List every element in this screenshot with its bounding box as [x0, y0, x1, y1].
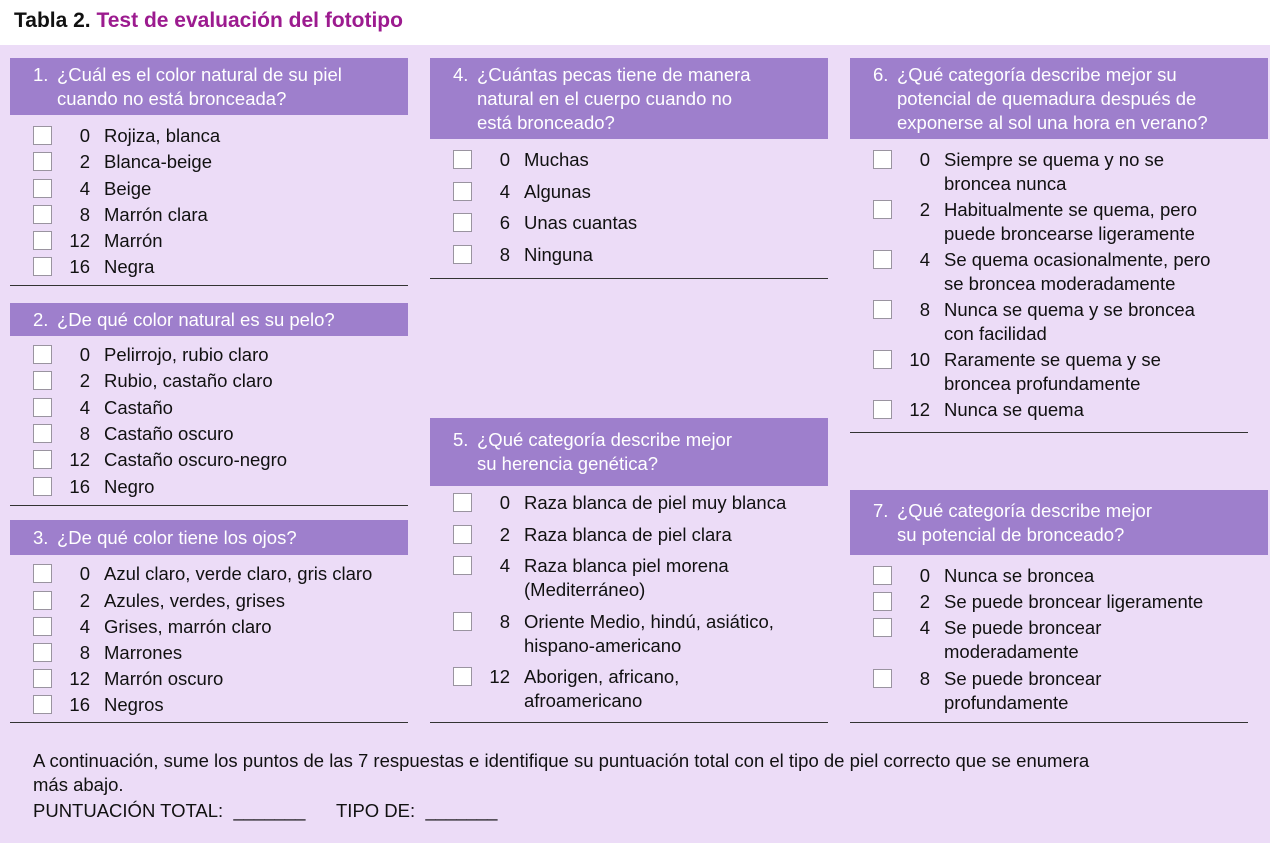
option-label-line: Marrón oscuro	[104, 668, 224, 689]
option-label-line: Raza blanca de piel clara	[524, 524, 732, 545]
footer-instructions-1: A continuación, sume los puntos de las 7 respuestas e identifique su puntuación total con el tipo de piel correcto que se enumera	[33, 750, 1090, 771]
option-label-line: afroamericano	[524, 690, 643, 711]
question-number: 4.	[453, 64, 469, 85]
option-points: 12	[69, 230, 90, 251]
option-label-line: Siempre se quema y no se	[944, 149, 1165, 170]
option-label-line: Raramente se quema y se	[944, 349, 1161, 370]
option-label-line: Oriente Medio, hindú, asiático,	[524, 611, 774, 632]
option-label-line: Nunca se quema	[944, 399, 1084, 420]
option-label-line: Blanca-beige	[104, 151, 212, 172]
question-title-line: natural en el cuerpo cuando no	[477, 87, 733, 109]
option-label	[524, 491, 786, 515]
option-item[interactable]	[10, 562, 408, 586]
option-points: 8	[919, 668, 930, 689]
option-item[interactable]	[430, 665, 828, 713]
option-label-line: Se quema ocasionalmente, pero	[944, 249, 1211, 270]
option-label	[944, 616, 1101, 664]
question-title-line: su potencial de bronceado?	[897, 523, 1125, 545]
option-label-line: profundamente	[944, 692, 1069, 713]
option-label-line: hispano-americano	[524, 635, 682, 656]
option-points: 8	[919, 299, 930, 320]
option-points: 8	[499, 611, 510, 632]
option-label-line: se broncea moderadamente	[944, 273, 1176, 294]
option-points: 8	[79, 423, 90, 444]
section-divider	[430, 722, 828, 723]
option-item[interactable]	[430, 523, 828, 547]
option-points: 0	[79, 563, 90, 584]
option-label-line: moderadamente	[944, 641, 1079, 662]
question-title-line: está bronceado?	[477, 111, 615, 133]
option-label-line: Ninguna	[524, 244, 593, 265]
option-points: 0	[499, 492, 510, 513]
option-label	[104, 589, 285, 613]
option-points: 2	[499, 524, 510, 545]
option-label	[944, 564, 1094, 588]
question-title-line: ¿Qué categoría describe mejor	[477, 429, 733, 450]
option-label-line: Se puede broncear	[944, 668, 1102, 689]
option-label-line: Raza blanca de piel muy blanca	[524, 492, 787, 513]
option-label-line: Azules, verdes, grises	[104, 590, 285, 611]
option-label-line: Castaño oscuro	[104, 423, 234, 444]
option-item[interactable]	[10, 615, 408, 639]
option-label	[944, 667, 1101, 715]
footer-instructions-2: más abajo.	[33, 774, 124, 795]
question-title-line: cuando no está bronceada?	[57, 87, 287, 109]
option-label-line: (Mediterráneo)	[524, 579, 646, 600]
option-label-line: Nunca se quema y se broncea	[944, 299, 1195, 320]
option-points: 16	[69, 256, 90, 277]
option-label	[524, 610, 774, 658]
option-points: 10	[909, 349, 930, 370]
option-item[interactable]	[430, 610, 828, 658]
option-label-line: Negro	[104, 476, 155, 497]
option-item[interactable]	[430, 554, 828, 602]
option-points: 12	[489, 666, 510, 687]
option-label-line: Aborigen, africano,	[524, 666, 680, 687]
question-number: 5.	[453, 429, 469, 450]
option-points: 0	[919, 565, 930, 586]
option-label-line: con facilidad	[944, 323, 1047, 344]
option-item[interactable]	[850, 667, 1268, 715]
option-label	[104, 693, 164, 717]
option-item[interactable]	[10, 667, 408, 691]
question-title-line: potencial de quemadura después de	[897, 87, 1197, 109]
question-header	[10, 520, 408, 555]
question-title-line: ¿Qué categoría describe mejor	[897, 499, 1153, 521]
option-label	[104, 667, 223, 691]
option-label-line: Se puede broncear	[944, 617, 1102, 638]
option-label	[524, 554, 729, 602]
question-title-line: ¿De qué color natural es su pelo?	[57, 308, 335, 330]
option-label	[524, 523, 732, 547]
table-title	[14, 8, 403, 34]
option-points: 4	[79, 178, 90, 199]
option-label-line: Unas cuantas	[524, 212, 638, 233]
question-title-line: su herencia genética?	[477, 453, 659, 474]
option-points: 0	[499, 149, 510, 170]
option-label	[104, 641, 182, 665]
question-3	[10, 45, 408, 805]
question-title-line: ¿Cuál es el color natural de su piel	[57, 63, 342, 85]
option-label-line: Castaño oscuro-negro	[104, 449, 288, 470]
skin-type-label: TIPO DE:	[336, 800, 416, 821]
question-title-line: exponerse al sol una hora en verano?	[897, 111, 1208, 133]
option-points: 0	[79, 344, 90, 365]
option-label	[104, 562, 372, 586]
option-points: 2	[919, 591, 930, 612]
question-header	[850, 490, 1268, 555]
option-label-line: Negra	[104, 256, 155, 277]
question-number: 1.	[33, 64, 49, 85]
option-points: 16	[69, 476, 90, 497]
question-7	[850, 45, 1268, 805]
option-points: 6	[499, 212, 510, 233]
option-label-line: Se puede broncear ligeramente	[944, 591, 1204, 612]
option-label-line: puede broncearse ligeramente	[944, 223, 1195, 244]
option-label-line: Marrón	[104, 230, 163, 251]
option-label-line: Azul claro, verde claro, gris claro	[104, 563, 373, 584]
option-points: 4	[919, 249, 930, 270]
option-item[interactable]	[10, 693, 408, 717]
option-label-line: Grises, marrón claro	[104, 616, 272, 637]
option-points: 12	[69, 449, 90, 470]
table-caption: Test de evaluación del fototipo	[96, 9, 403, 32]
total-score-label: PUNTUACIÓN TOTAL:	[33, 800, 224, 821]
question-title-line: ¿Qué categoría describe mejor su	[897, 63, 1177, 85]
option-points: 2	[79, 370, 90, 391]
option-item[interactable]	[430, 491, 828, 515]
option-item[interactable]	[850, 590, 1268, 614]
option-label-line: Algunas	[524, 181, 591, 202]
option-label	[104, 615, 272, 639]
section-divider	[850, 722, 1248, 723]
option-points: 0	[919, 149, 930, 170]
question-5	[430, 45, 828, 805]
option-label-line: broncea nunca	[944, 173, 1067, 194]
question-number: 2.	[33, 309, 49, 330]
option-label-line: Raza blanca piel morena	[524, 555, 729, 576]
option-item[interactable]	[10, 641, 408, 665]
section-divider	[10, 722, 408, 723]
skin-type-field[interactable]: _______	[425, 800, 498, 821]
option-points: 4	[919, 617, 930, 638]
option-label-line: Nunca se broncea	[944, 565, 1095, 586]
question-header	[430, 418, 828, 486]
option-label-line: broncea profundamente	[944, 373, 1141, 394]
question-number: 6.	[873, 64, 889, 85]
option-item[interactable]	[10, 589, 408, 613]
option-points: 2	[919, 199, 930, 220]
option-label-line: Marrones	[104, 642, 183, 663]
questionnaire-panel	[0, 45, 1270, 843]
table-number: Tabla 2.	[14, 9, 91, 32]
option-points: 12	[69, 668, 90, 689]
option-points: 8	[79, 204, 90, 225]
option-points: 2	[79, 151, 90, 172]
option-points: 4	[499, 181, 510, 202]
option-label-line: Pelirrojo, rubio claro	[104, 344, 269, 365]
option-item[interactable]	[850, 564, 1268, 588]
option-points: 12	[909, 399, 930, 420]
option-label-line: Beige	[104, 178, 152, 199]
option-label-line: Marrón clara	[104, 204, 208, 225]
option-points: 4	[499, 555, 510, 576]
question-number: 3.	[33, 527, 49, 548]
option-item[interactable]	[850, 616, 1268, 664]
option-points: 16	[69, 694, 90, 715]
option-label-line: Habitualmente se quema, pero	[944, 199, 1197, 220]
total-score-field[interactable]: _______	[233, 800, 306, 821]
option-label	[524, 665, 679, 713]
option-label-line: Rojiza, blanca	[104, 125, 221, 146]
option-points: 0	[79, 125, 90, 146]
option-points: 4	[79, 616, 90, 637]
question-title-line: ¿De qué color tiene los ojos?	[57, 526, 297, 548]
question-number: 7.	[873, 500, 889, 521]
option-label-line: Rubio, castaño claro	[104, 370, 273, 391]
question-title-line: ¿Cuántas pecas tiene de manera	[477, 63, 751, 85]
option-label-line: Castaño	[104, 397, 173, 418]
option-label	[944, 590, 1203, 614]
option-points: 8	[499, 244, 510, 265]
option-label-line: Muchas	[524, 149, 589, 170]
option-points: 4	[79, 397, 90, 418]
option-points: 2	[79, 590, 90, 611]
score-line	[33, 799, 497, 823]
option-label-line: Negros	[104, 694, 164, 715]
option-points: 8	[79, 642, 90, 663]
